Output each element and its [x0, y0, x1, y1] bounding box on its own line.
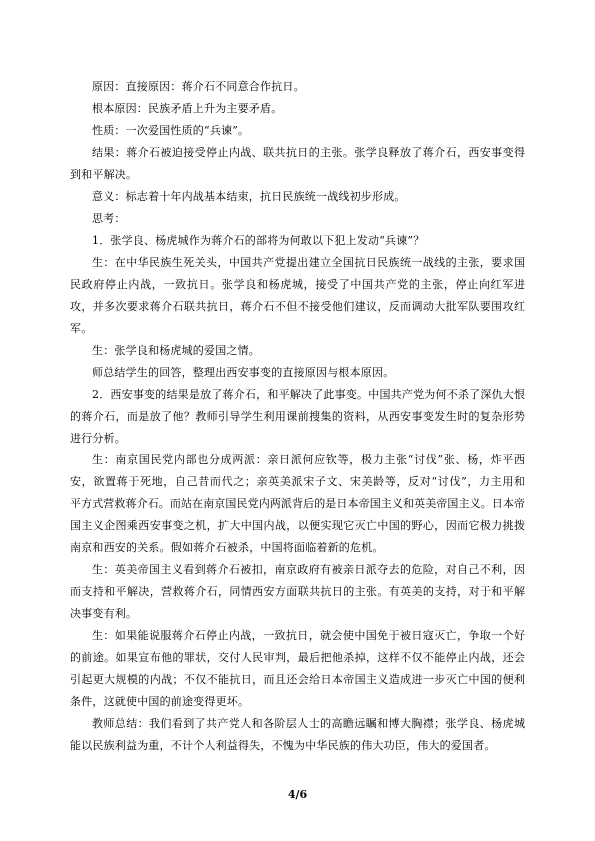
text-line: 决事变有利。: [70, 607, 138, 621]
paragraph-nature: [70, 120, 525, 142]
text-line: 的蒋介石，而是放了他？教师引导学生利用课前搜集的资料，从西安事变发生时的复杂形势: [70, 409, 525, 423]
paragraph-question-1: [70, 230, 525, 252]
paragraph-cause: [70, 76, 525, 98]
text-line: 根本原因：民族矛盾上升为主要矛盾。: [92, 101, 283, 115]
text-line: 到和平解决。: [70, 167, 138, 181]
text-line: 2．西安事变的结果是放了蒋介石，和平解决了此事变。中国共产党为何不杀了深仇大恨: [92, 387, 525, 401]
text-line: 军。: [70, 321, 93, 335]
document-body: [70, 76, 525, 757]
text-line: 性质：一次爱国性质的“兵谏”。: [92, 123, 250, 137]
paragraph-student-answer: [70, 559, 525, 625]
page-number: 4/6: [287, 788, 308, 801]
text-line: 生：如果能说服蒋介石停止内战，一致抗日，就会使中国免于被日寇灭亡，争取一个好: [92, 629, 525, 643]
paragraph-student-answer: [70, 449, 525, 559]
text-line: 引起更大规模的内战；不仅不能抗日，而且还会给日本帝国主义造成进一步灭亡中国的便利: [70, 673, 525, 687]
text-line: 平方式营救蒋介石。而站在南京国民党内两派背后的是日本帝国主义和英美帝国主义。日本帝: [70, 497, 525, 511]
paragraph-student-answer: [70, 340, 525, 362]
text-line: 条件，这就使中国的前途变得更坏。: [70, 695, 250, 709]
text-line: 而支持和平解决，营救蒋介石，同情西安方面联共抗日的主张。有英美的支持，对于和平解: [70, 585, 525, 599]
text-line: 生：在中华民族生死关头，中国共产党提出建立全国抗日民族统一战线的主张，要求国: [92, 255, 525, 269]
text-line: 的前途。如果宣布他的罪状，交付人民审判，最后把他杀掉，这样不仅不能停止内战，还会: [70, 651, 525, 665]
paragraph-result: [70, 142, 525, 186]
paragraph-root-cause: [70, 98, 525, 120]
text-line: 师总结学生的回答，整理出西安事变的直接原因与根本原因。: [92, 365, 395, 379]
text-line: 生：英美帝国主义看到蒋介石被扣，南京政府有被亲日派夺去的危险，对自己不利，因: [92, 563, 525, 577]
paragraph-student-answer: [70, 252, 525, 340]
paragraph-student-answer: [70, 625, 525, 713]
text-line: 民政府停止内战，一致抗日。张学良和杨虎城，接受了中国共产党的主张，停止向红军进: [70, 277, 525, 291]
text-line: 意义：标志着十年内战基本结束，抗日民族统一战线初步形成。: [92, 189, 406, 203]
text-line: 思考：: [92, 211, 126, 225]
text-line: 1．张学良、杨虎城作为蒋介石的部将为何敢以下犯上发动“兵谏”？: [92, 233, 425, 247]
text-line: 教师总结：我们看到了共产党人和各阶层人士的高瞻远瞩和博大胸襟；张学良、杨虎城: [92, 717, 525, 731]
paragraph-teacher-summary: [70, 362, 525, 384]
text-line: 国主义企图乘西安事变之机，扩大中国内战，以便实现它灭亡中国的野心，因而它极力挑拨: [70, 519, 525, 533]
paragraph-significance: [70, 186, 525, 208]
paragraph-teacher-conclusion: [70, 713, 525, 757]
paragraph-thinking-heading: [70, 208, 525, 230]
text-line: 安，欲置蒋于死地，自己昔而代之；亲英美派宋子文、宋美龄等，反对“讨伐”，力主用和: [70, 475, 525, 489]
text-line: 能以民族利益为重，不计个人利益得失，不愧为中华民族的伟大功臣，伟大的爱国者。: [70, 739, 496, 753]
text-line: 生：张学良和杨虎城的爱国之情。: [92, 343, 260, 357]
paragraph-question-2: [70, 384, 525, 450]
text-line: 南京和西安的关系。假如蒋介石被杀，中国将面临着新的危机。: [70, 541, 384, 555]
text-line: 结果：蒋介石被迫接受停止内战、联共抗日的主张。张学良释放了蒋介石，西安事变得: [92, 145, 525, 159]
text-line: 原因：直接原因：蒋介石不同意合作抗日。: [92, 80, 305, 93]
text-line: 生：南京国民党内部也分成两派：亲日派何应钦等，极力主张“讨伐”张、杨，炸平西: [92, 453, 525, 467]
text-line: 进行分析。: [70, 431, 126, 445]
text-line: 攻，并多次要求蒋介石联共抗日，蒋介石不但不接受他们建议，反而调动大批军队要围攻红: [70, 299, 525, 313]
